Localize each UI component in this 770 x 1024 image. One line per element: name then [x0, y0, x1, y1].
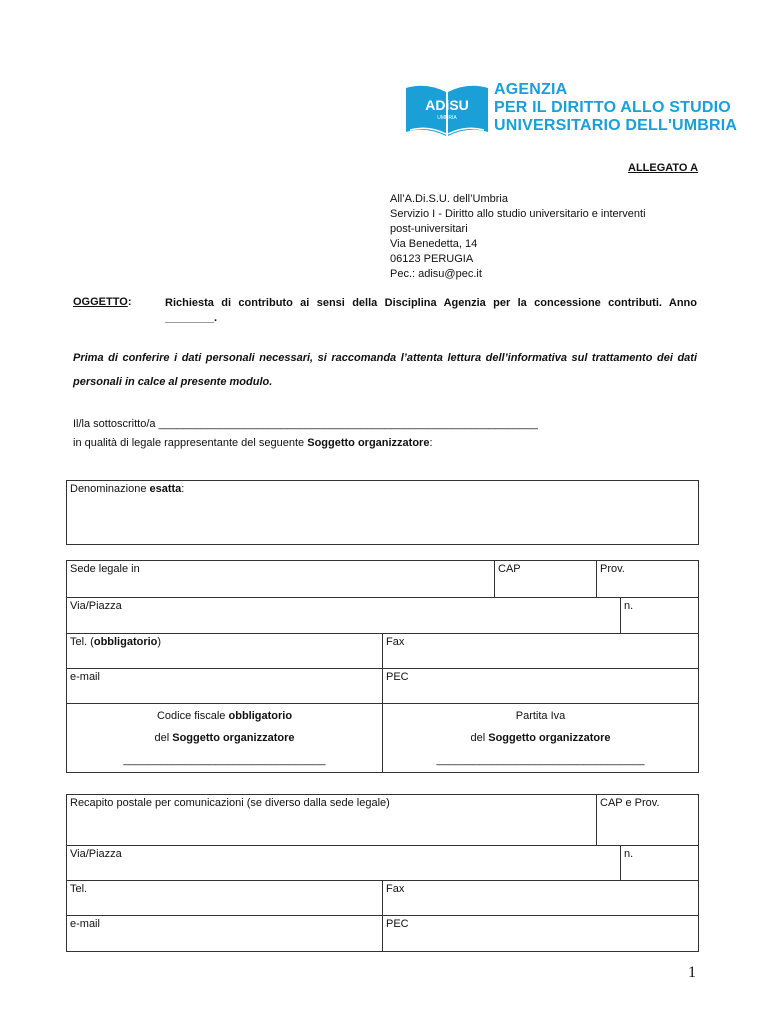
oggetto-text: Richiesta di contributo ai sensi della Disciplina Agenzia per la concessione contributi. Anno ________. [165, 297, 697, 324]
cf-line-2-prefix: del [154, 732, 173, 744]
sede-legale-field[interactable] [66, 560, 495, 598]
cf-line-3: _________________________________ [123, 754, 326, 766]
agency-logo [404, 78, 738, 142]
oggetto-colon: : [127, 296, 132, 308]
denominazione-bold: esatta [149, 483, 182, 495]
oggetto-label-text: OGGETTO [73, 296, 128, 308]
address-line: post-universitari [390, 223, 468, 235]
open-book-logo-icon [404, 78, 490, 142]
piva-line-2 [386, 727, 695, 749]
qualita-line [73, 437, 433, 449]
logo-line-3: UNIVERSITARIO DELL'UMBRIA [494, 117, 738, 134]
recapito-pec-label: PEC [386, 918, 409, 930]
recapito-tel-label: Tel. [70, 883, 88, 895]
recapito-field[interactable] [66, 794, 597, 846]
piva-line-2-bold: Soggetto organizzatore [488, 732, 611, 744]
recapito-fax-label: Fax [386, 883, 405, 895]
cf-line-1-bold: obbligatorio [228, 710, 293, 722]
denominazione-prefix: Denominazione [70, 483, 150, 495]
tel-prefix: Tel. ( [70, 636, 94, 648]
address-line: Via Benedetta, 14 [390, 238, 478, 250]
prov-label: Prov. [600, 563, 625, 575]
tel-field[interactable] [66, 633, 383, 669]
recapito-n-label: n. [624, 848, 634, 860]
email-label: e-mail [70, 671, 100, 683]
recapito-tel-field[interactable] [66, 880, 383, 916]
cf-line-1-prefix: Codice fiscale [156, 710, 229, 722]
qualita-bold: Soggetto organizzatore [307, 437, 430, 449]
allegato-label: ALLEGATO A [628, 162, 699, 174]
recapito-via-label: Via/Piazza [70, 848, 122, 860]
recapito-label: Recapito postale per comunicazioni (se diverso dalla sede legale) [70, 797, 390, 809]
sottoscritto-field[interactable]: Il/la sottoscritto/a ______________________________________________________________ [73, 418, 538, 430]
page-number: 1 [688, 964, 696, 981]
denominazione-label [70, 483, 184, 495]
via-piazza-field[interactable] [66, 597, 621, 634]
address-line: All’A.Di.S.U. dell’Umbria [390, 193, 508, 205]
recapito-fax-field[interactable] [382, 880, 699, 916]
address-line: Pec.: adisu@pec.it [390, 268, 482, 280]
civic-number-label: n. [624, 600, 634, 612]
logo-agency-name [494, 81, 737, 135]
recapito-via-field[interactable] [66, 845, 621, 881]
cap-field[interactable] [494, 560, 597, 598]
recapito-email-label: e-mail [70, 918, 100, 930]
recapito-cap-prov-label: CAP e Prov. [600, 797, 660, 809]
piva-line-3: __________________________________ [436, 754, 645, 766]
piva-line-1: Partita Iva [515, 710, 566, 722]
oggetto-label [73, 296, 131, 308]
tel-bold: obbligatorio [93, 636, 158, 648]
recapito-email-field[interactable] [66, 915, 383, 952]
denominazione-suffix: : [181, 483, 185, 495]
recapito-pec-field[interactable] [382, 915, 699, 952]
address-line: Servizio I - Diritto allo studio universitario e interventi [390, 208, 646, 220]
codice-fiscale-field[interactable] [66, 703, 383, 773]
civic-number-field[interactable] [620, 597, 699, 634]
logo-line-1: AGENZIA [494, 81, 568, 98]
tel-label [70, 636, 161, 648]
pec-label: PEC [386, 671, 409, 683]
qualita-suffix: : [429, 437, 433, 449]
cf-line-1 [70, 705, 379, 727]
email-field[interactable] [66, 668, 383, 704]
qualita-prefix: in qualità di legale rappresentante del seguente [73, 437, 308, 449]
pec-field[interactable] [382, 668, 699, 704]
sede-legale-label: Sede legale in [70, 563, 140, 575]
logo-subword: UMBRIA [437, 115, 457, 121]
prov-field[interactable] [596, 560, 699, 598]
address-line: 06123 PERUGIA [390, 253, 474, 265]
privacy-note: Prima di conferire i dati personali necessari, si raccomanda l’attenta lettura dell’informativa sul trattamento dei dati personali in calce al presente modulo. [73, 352, 697, 388]
recipient-address [390, 192, 646, 282]
logo-word: ADiSU [425, 97, 469, 113]
cf-line-2 [70, 727, 379, 749]
cap-label: CAP [498, 563, 521, 575]
logo-line-2: PER IL DIRITTO ALLO STUDIO [494, 99, 731, 116]
recapito-n-field[interactable] [620, 845, 699, 881]
denominazione-field[interactable] [66, 480, 699, 545]
fax-field[interactable] [382, 633, 699, 669]
cf-line-2-bold: Soggetto organizzatore [172, 732, 295, 744]
fax-label: Fax [386, 636, 405, 648]
tel-suffix: ) [157, 636, 162, 648]
piva-line-2-prefix: del [470, 732, 489, 744]
recapito-cap-prov-field[interactable] [596, 794, 699, 846]
partita-iva-field[interactable] [382, 703, 699, 773]
via-piazza-label: Via/Piazza [70, 600, 122, 612]
